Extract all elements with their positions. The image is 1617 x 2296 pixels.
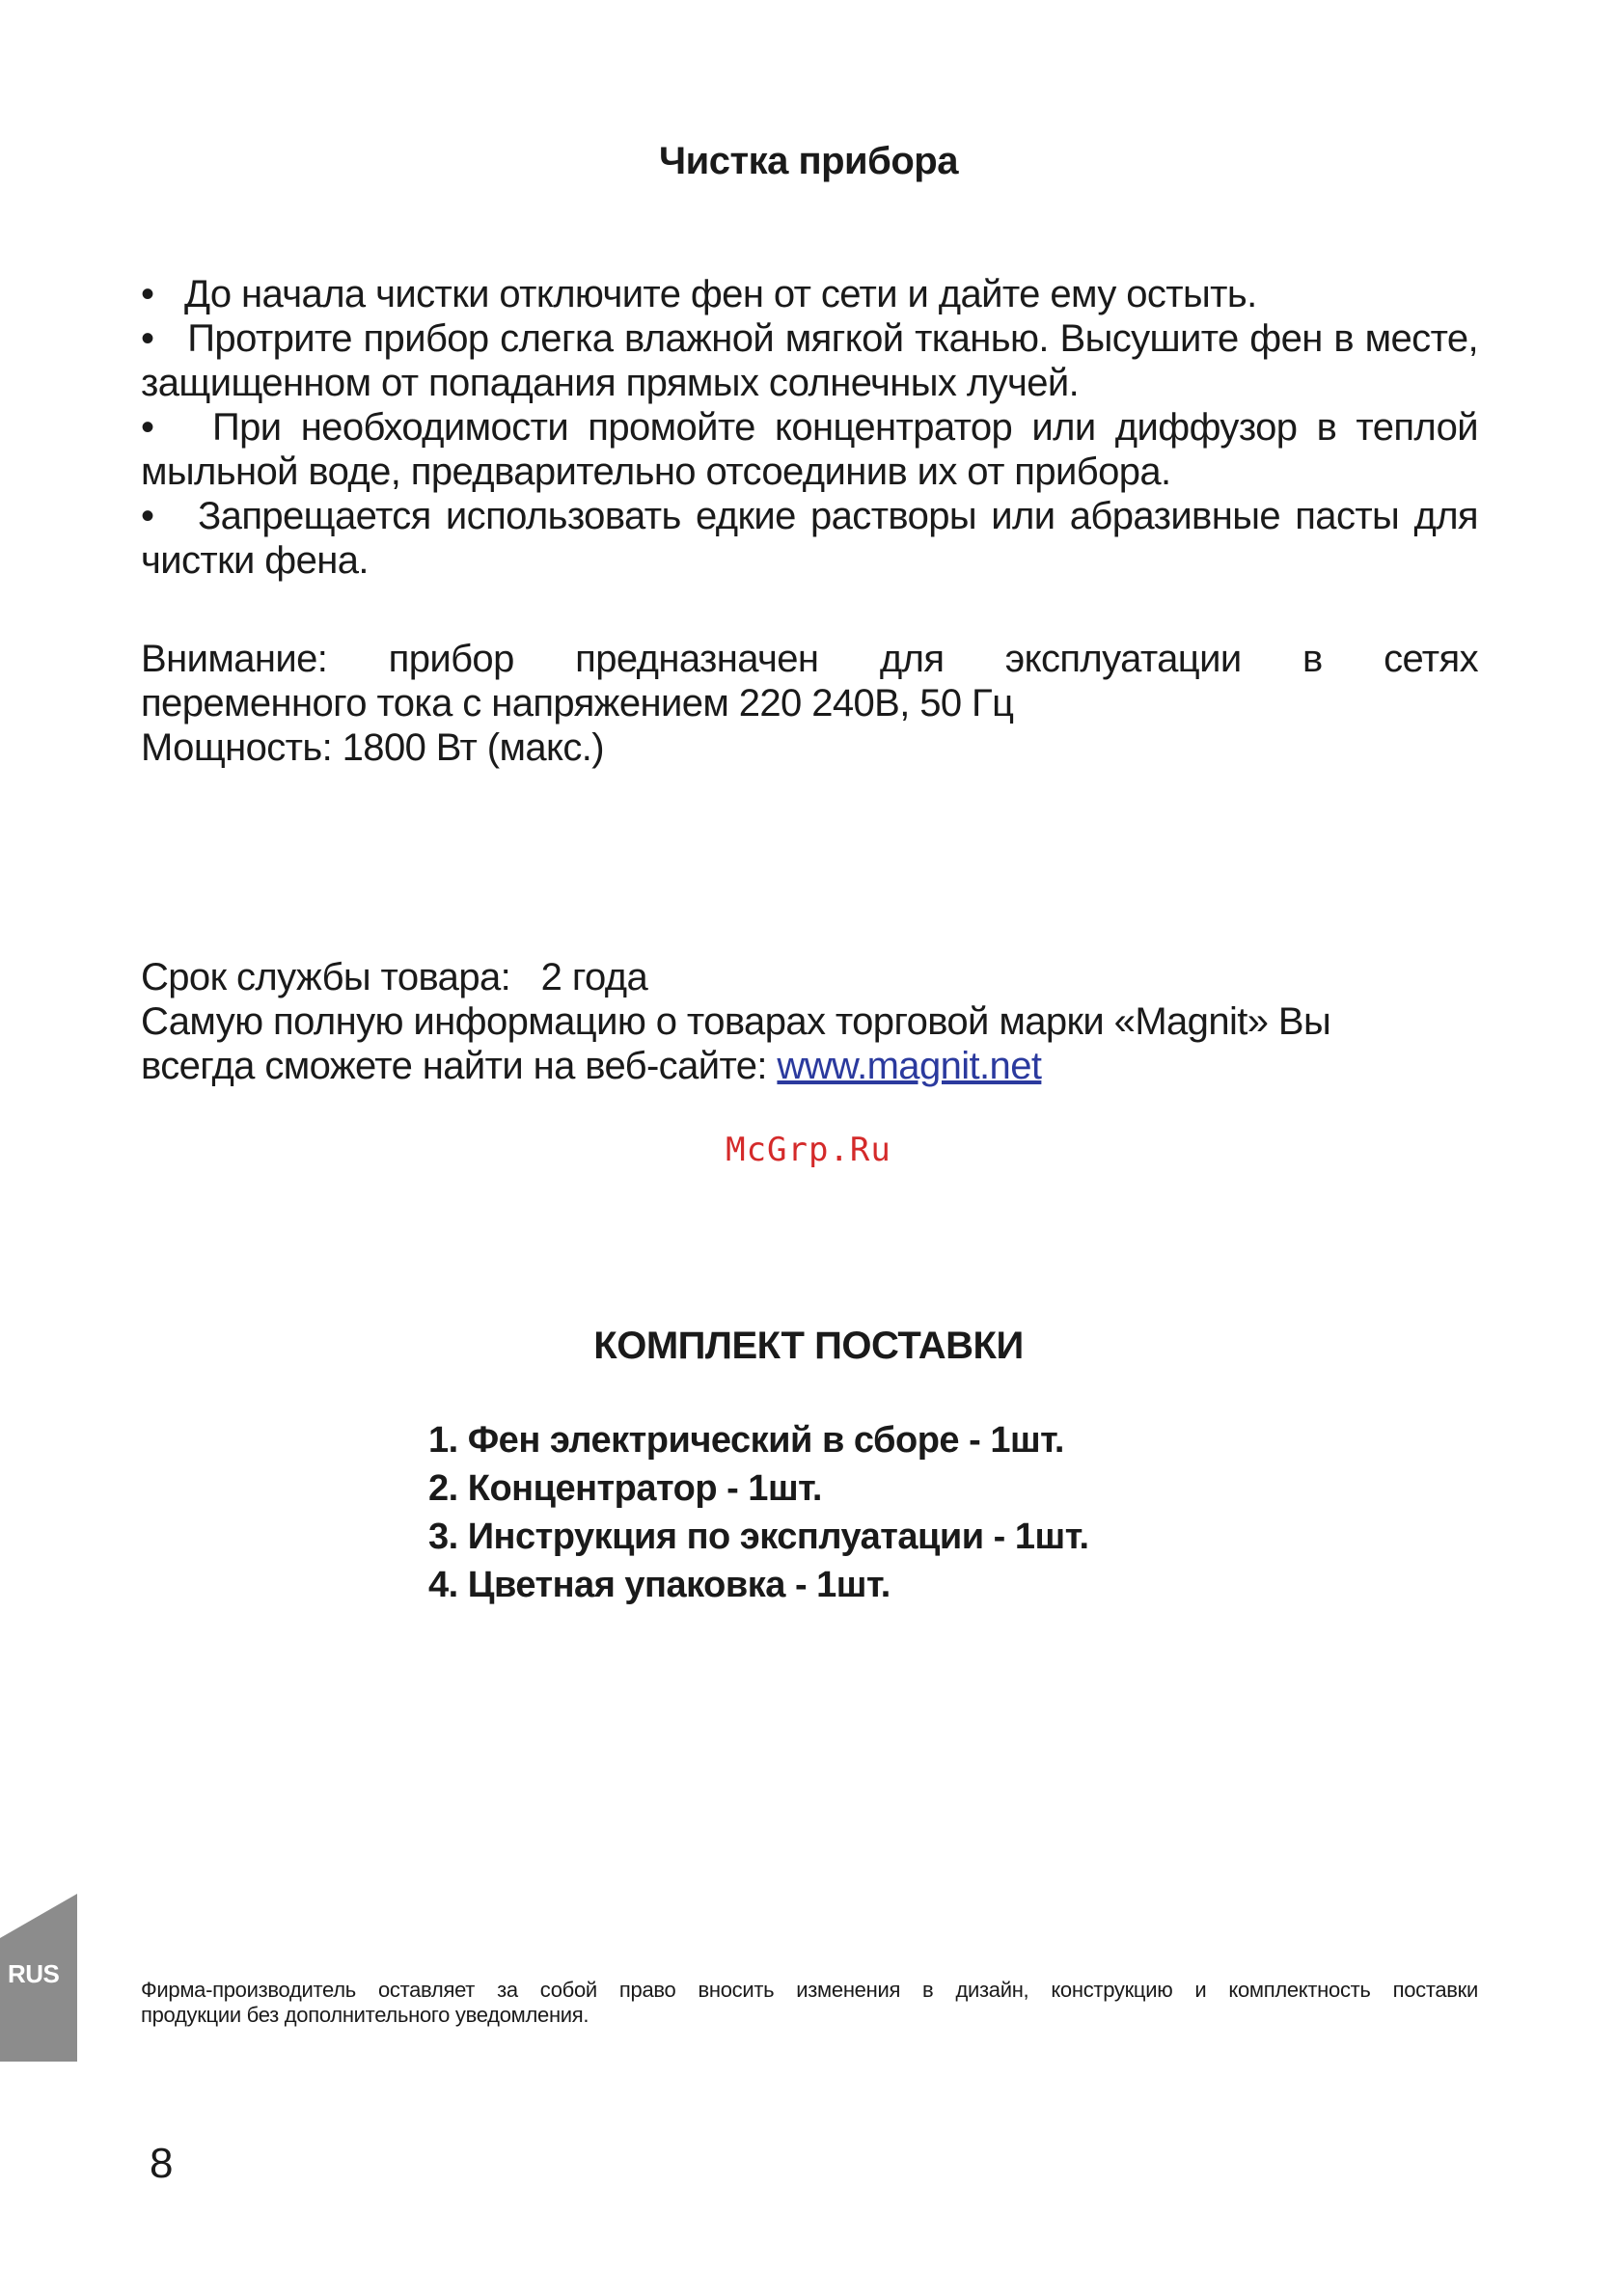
bullet-glyph: • [141,273,154,315]
bullet-glyph: • [141,495,154,537]
bullet-glyph: • [141,317,154,360]
power-rating: Мощность: 1800 Вт (макс.) [141,726,604,769]
language-tab-label: RUS [8,1959,60,1988]
disclaimer-line-1: Фирма-производитель оставляет за собой право вносить изменения в дизайн, конструкцию и комплектность поставки [141,1978,1478,2002]
kit-section-title: КОМПЛЕКТ ПОСТАВКИ [593,1325,1024,1367]
info-line-2-text: всегда сможете найти на веб-сайте: [141,1045,778,1087]
disclaimer [141,1978,1478,2028]
attention-line-2: переменного тока с напряжением 220 240В, 50 Гц [141,682,1014,724]
language-tab [0,1894,77,2062]
cleaning-instructions [141,272,1478,583]
website-link[interactable]: www.magnit.net [777,1045,1042,1087]
bullet-text: Запрещается использовать едкие растворы или абразивные пасты для чистки фена. [141,495,1478,582]
watermark: McGrp.Ru [726,1131,891,1169]
cleaning-bullet-4 [141,494,1478,583]
info-line-1: Самую полную информацию о товарах торговой марки «Magnit» Вы [141,1000,1331,1043]
cleaning-section-title: Чистка прибора [659,140,958,182]
kit-item: 4. Цветная упаковка - 1шт. [428,1565,891,1605]
cleaning-bullet-3 [141,405,1478,494]
kit-item: 2. Концентратор - 1шт. [428,1468,822,1509]
bullet-text: До начала чистки отключите фен от сети и дайте ему остыть. [183,273,1257,315]
kit-list [428,1416,1089,1609]
bullet-text: Протрите прибор слегка влажной мягкой тканью. Высушите фен в месте, защищенном от попадания прямых солнечных лучей. [141,317,1479,404]
kit-item: 1. Фен электрический в сборе - 1шт. [428,1420,1064,1461]
bullet-text: При необходимости промойте концентратор или диффузор в теплой мыльной воде, предварительно отсоединив их от прибора. [141,406,1478,493]
attention-line-1: Внимание: прибор предназначен для эксплуатации в сетях [141,638,1478,680]
page-number: 8 [150,2140,174,2187]
electrical-specs [141,637,1478,770]
service-lifetime: Срок службы товара: 2 года [141,956,648,998]
disclaimer-line-2: продукции без дополнительного уведомления. [141,2003,589,2027]
kit-item: 3. Инструкция по эксплуатации - 1шт. [428,1517,1089,1557]
cleaning-bullet-2 [141,316,1478,405]
bullet-glyph: • [141,406,154,449]
info-line-2 [141,1044,1478,1088]
cleaning-bullet-1 [141,272,1478,316]
service-info [141,955,1478,1088]
